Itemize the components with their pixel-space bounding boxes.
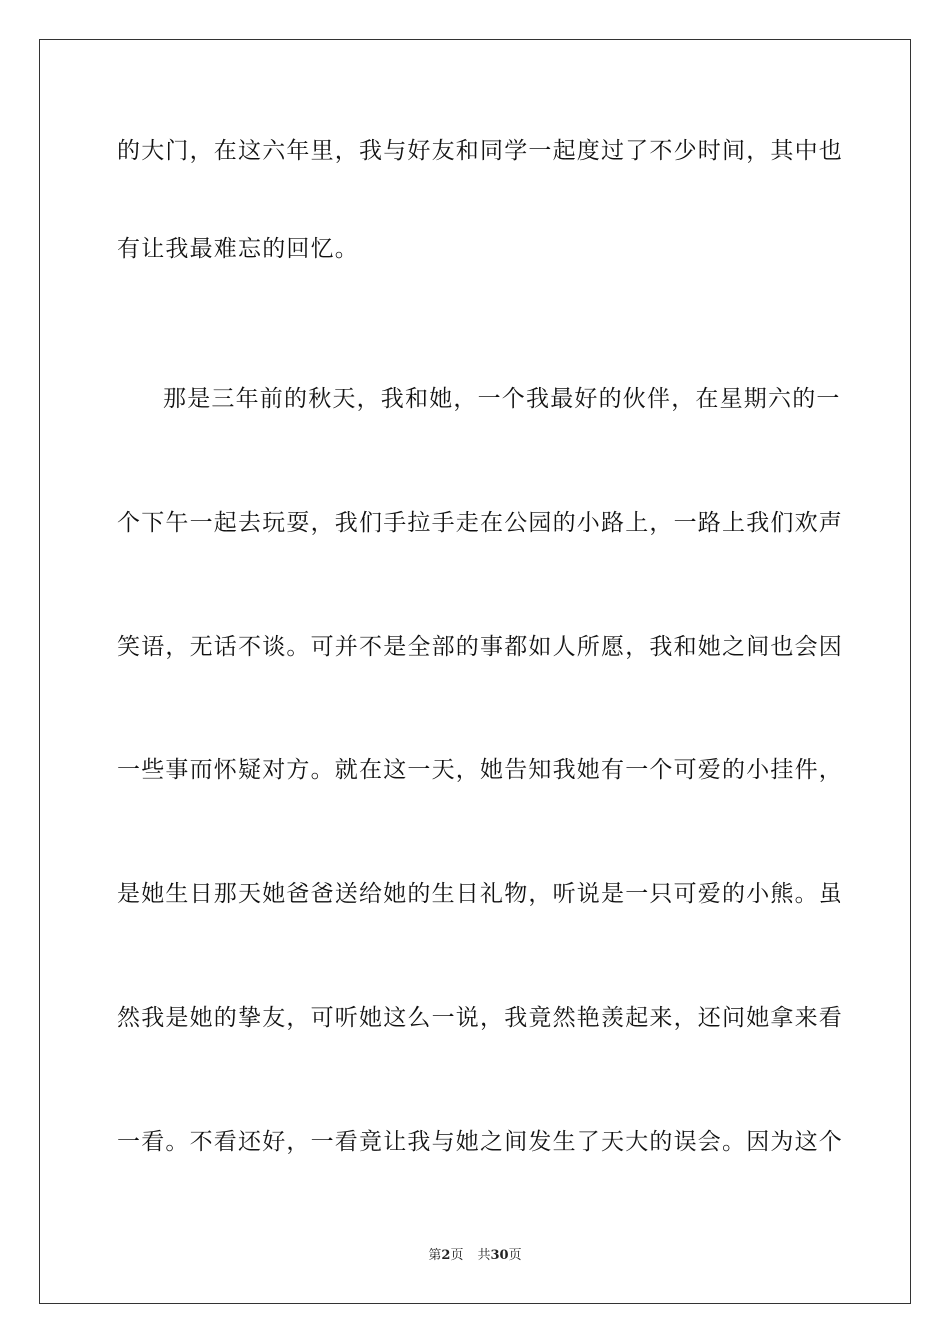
text-line-9: 一看。不看还好，一看竟让我与她之间发生了天大的误会。因为这个 bbox=[117, 1129, 843, 1155]
page-number: 2 bbox=[441, 1248, 451, 1263]
page-prefix: 第 bbox=[428, 1248, 442, 1263]
text-line-7: 是她生日那天她爸爸送给她的生日礼物，听说是一只可爱的小熊。虽 bbox=[117, 881, 843, 907]
total-suffix: 页 bbox=[508, 1248, 522, 1263]
text-line-8: 然我是她的挚友，可听她这么一说，我竟然艳羡起来，还问她拿来看 bbox=[117, 1005, 843, 1031]
text-line-2: 有让我最难忘的回忆。 bbox=[117, 236, 359, 262]
text-line-1: 的大门，在这六年里，我与好友和同学一起度过了不少时间，其中也 bbox=[117, 138, 843, 164]
page-border bbox=[39, 39, 911, 1304]
total-pages: 30 bbox=[490, 1248, 509, 1263]
paragraph-start-line: 那是三年前的秋天，我和她，一个我最好的伙伴，在星期六的一 bbox=[163, 386, 841, 412]
page-footer bbox=[0, 1247, 950, 1265]
text-line-5: 笑语，无话不谈。可并不是全部的事都如人所愿，我和她之间也会因 bbox=[117, 634, 843, 660]
text-line-6: 一些事而怀疑对方。就在这一天，她告知我她有一个可爱的小挂件， bbox=[117, 757, 843, 783]
page-suffix: 页 bbox=[450, 1248, 464, 1263]
total-prefix: 共 bbox=[477, 1248, 491, 1263]
text-line-4: 个下午一起去玩耍，我们手拉手走在公园的小路上，一路上我们欢声 bbox=[117, 510, 843, 536]
